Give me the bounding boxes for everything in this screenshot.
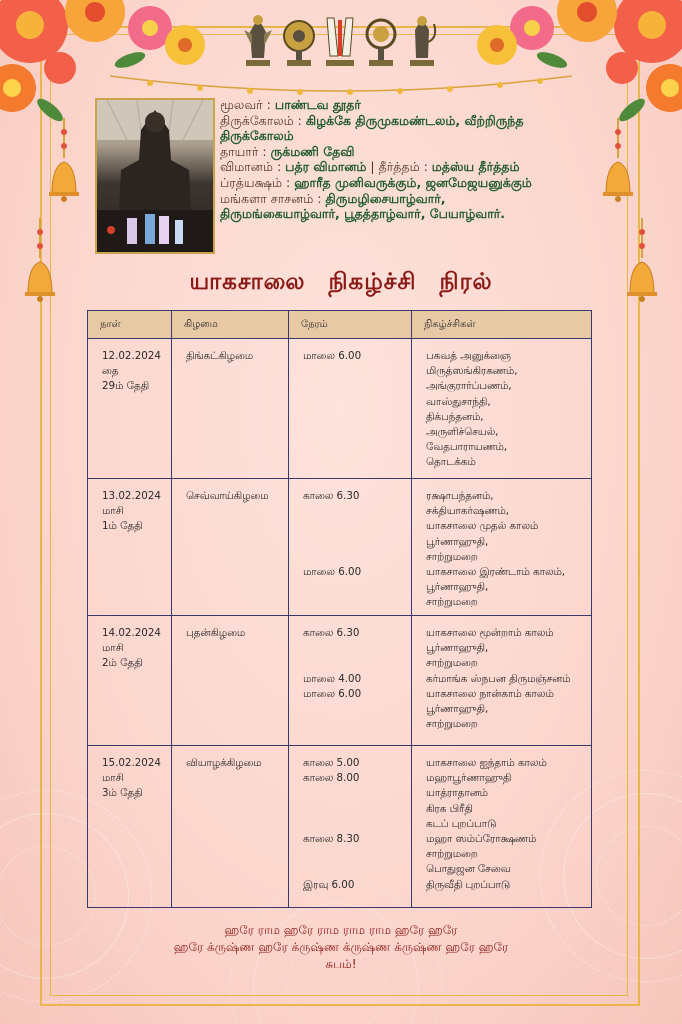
prathyaksham-value: ஹாரீத முனிவருக்கும், ஜனமேஜயனுக்கும் bbox=[294, 174, 532, 190]
day-cell-line: புதன்கிழமை bbox=[186, 627, 246, 639]
events-cell bbox=[412, 616, 592, 746]
date-cell bbox=[88, 746, 172, 908]
time-cell bbox=[289, 616, 412, 746]
moolavar-label: மூலவர் : bbox=[220, 97, 271, 112]
discus-icon bbox=[363, 12, 399, 68]
table-row bbox=[88, 479, 592, 616]
table-header-row bbox=[88, 311, 592, 339]
header-day: கிழமை bbox=[172, 311, 289, 339]
events-cell-line: பூர்ணாஹுதி, bbox=[426, 581, 489, 594]
date-cell-line: தை bbox=[102, 365, 119, 378]
info-thirukolam-cont bbox=[220, 128, 640, 144]
time-cell-line bbox=[303, 656, 405, 671]
day-cell-line: வியாழக்கிழமை bbox=[186, 757, 262, 769]
events-cell-line: அங்குரார்ப்பணம், bbox=[426, 380, 512, 393]
time-cell-line: மாலை 6.00 bbox=[303, 565, 362, 578]
events-cell-line: யாத்ராதானம் bbox=[426, 787, 488, 800]
time-cell-line bbox=[303, 786, 405, 801]
info-prathyaksham bbox=[220, 175, 640, 191]
date-cell-line: 13.02.2024 bbox=[102, 490, 161, 502]
events-cell-line: பகவத் அனுக்ஞை bbox=[426, 350, 511, 362]
day-cell-line: திங்கட்கிழமை bbox=[186, 350, 253, 362]
time-cell-line: மாலை 4.00 bbox=[303, 672, 362, 685]
events-cell-line: வாஸ்துசாந்தி, bbox=[426, 395, 491, 408]
events-cell-line: பூர்ணாஹுதி, bbox=[426, 703, 489, 716]
events-cell-line: திருவீதி புறப்பாடு bbox=[426, 878, 511, 891]
time-cell bbox=[289, 746, 412, 908]
table-body bbox=[88, 339, 592, 908]
date-cell-line: 29ம் தேதி bbox=[102, 380, 150, 393]
events-cell-line: யாகசாலை ஐந்தாம் காலம் bbox=[426, 757, 547, 769]
info-moolavar bbox=[220, 97, 640, 113]
events-cell-line: சாற்றுமறை bbox=[426, 657, 478, 670]
footer-closing: சுபம்! bbox=[325, 957, 357, 971]
date-cell bbox=[88, 616, 172, 746]
theertham-value: மத்ஸ்ய தீர்த்தம் bbox=[431, 159, 520, 175]
time-cell-line: மாலை 6.00 bbox=[303, 687, 362, 700]
date-cell-line: 15.02.2024 bbox=[102, 757, 161, 769]
header-time: நேரம் bbox=[289, 311, 412, 339]
thirukolam-value: கிழக்கே திருமுகமண்டலம், வீற்றிருந்த bbox=[305, 112, 524, 128]
vimanam-label: விமானம் : bbox=[220, 159, 282, 175]
bell-icon bbox=[46, 118, 82, 202]
events-cell-line: சக்தியாகர்ஷணம், bbox=[426, 505, 510, 518]
time-cell-line bbox=[303, 802, 405, 817]
time-cell-line: இரவு 6.00 bbox=[303, 878, 355, 891]
info-thirukolam bbox=[220, 113, 640, 129]
date-cell-line: 14.02.2024 bbox=[102, 627, 161, 639]
conch-icon bbox=[281, 12, 317, 68]
events-cell-line: தொடக்கம் bbox=[426, 456, 476, 469]
events-cell bbox=[412, 746, 592, 908]
prathyaksham-label: ப்ரத்யக்ஷம் : bbox=[220, 174, 291, 190]
info-vimanam bbox=[220, 159, 640, 175]
mangalasasanam-label: மங்களா சாசனம் : bbox=[220, 190, 322, 206]
footer-mantra-line-1: ஹரே ராம ஹரே ராம ராம ராம ஹரே ஹரே bbox=[224, 923, 458, 937]
mangalasasanam-value: திருமழிசையாழ்வார், bbox=[325, 190, 446, 206]
events-cell-line: ரக்ஷாபந்தனம், bbox=[426, 490, 494, 502]
time-cell-line: காலை 6.30 bbox=[303, 490, 360, 502]
header-events: நிகழ்ச்சிகள் bbox=[412, 311, 592, 339]
events-cell-line: யாகசாலை நான்காம் காலம் bbox=[426, 687, 554, 700]
time-cell-line: காலை 5.00 bbox=[303, 757, 360, 769]
vimanam-value: பத்ர விமானம் bbox=[285, 159, 367, 175]
day-cell bbox=[172, 479, 289, 616]
time-cell-line bbox=[303, 641, 405, 656]
garuda-icon bbox=[240, 12, 276, 68]
table-row bbox=[88, 616, 592, 746]
events-cell-line: அருளிச்செயல், bbox=[426, 426, 499, 439]
footer-mantra-line-2: ஹரே க்ருஷ்ண ஹரே க்ருஷ்ண க்ருஷ்ண க்ருஷ்ண ஹரே ஹரே bbox=[173, 940, 509, 954]
time-cell-line: மாலை 6.00 bbox=[303, 350, 362, 362]
footer bbox=[0, 922, 682, 973]
theertham-label: தீர்த்தம் : bbox=[378, 159, 428, 175]
date-cell-line: 2ம் தேதி bbox=[102, 657, 143, 670]
events-cell-line: யாகசாலை முதல் காலம் bbox=[426, 520, 539, 533]
day-cell bbox=[172, 746, 289, 908]
events-cell-line: பூர்ணாஹுதி, bbox=[426, 535, 489, 548]
events-cell-line: மஹாபூர்ணாஹுதி bbox=[426, 772, 512, 785]
namam-icon bbox=[322, 12, 358, 68]
events-cell-line: பொதுஜன சேவை bbox=[426, 863, 511, 876]
header-date: நாள் bbox=[88, 311, 172, 339]
schedule-heading: யாகசாலை நிகழ்ச்சி நிரல் bbox=[189, 268, 493, 295]
day-cell bbox=[172, 339, 289, 479]
date-cell-line: மாசி bbox=[102, 505, 124, 518]
time-cell-line bbox=[303, 817, 405, 832]
events-cell-line: சாற்றுமறை bbox=[426, 848, 478, 861]
info-separator: | bbox=[370, 159, 375, 175]
date-cell bbox=[88, 479, 172, 616]
info-mangalasasanam-cont bbox=[220, 206, 640, 222]
date-cell bbox=[88, 339, 172, 479]
events-cell-line: மிருத்ஸங்கிரகணம், bbox=[426, 365, 518, 378]
thirukolam-value-cont: திருக்கோலம் bbox=[220, 128, 294, 144]
events-cell-line: திக்பந்தனம், bbox=[426, 410, 484, 423]
date-cell-line: 3ம் தேதி bbox=[102, 787, 143, 800]
events-cell-line: கடப் புறப்பாடு bbox=[426, 817, 497, 830]
thayar-value: ருக்மணி தேவி bbox=[270, 143, 355, 159]
events-cell-line: கர்மாங்க ஸ்நபன திருமஞ்சனம் bbox=[426, 672, 571, 685]
table-row bbox=[88, 746, 592, 908]
day-cell bbox=[172, 616, 289, 746]
time-cell-line: காலை 8.30 bbox=[303, 832, 360, 845]
events-cell-line: சாற்றுமறை bbox=[426, 596, 478, 609]
hanuman-icon bbox=[404, 12, 440, 68]
thirukolam-label: திருக்கோலம் : bbox=[220, 112, 302, 128]
time-cell-line bbox=[303, 862, 405, 877]
time-cell-line bbox=[303, 550, 405, 565]
date-cell-line: மாசி bbox=[102, 772, 124, 785]
time-cell-line bbox=[303, 535, 405, 550]
time-cell bbox=[289, 479, 412, 616]
events-cell-line: வேதபாராயணம், bbox=[426, 441, 508, 454]
time-cell-line bbox=[303, 504, 405, 519]
temple-info bbox=[220, 97, 640, 222]
events-cell-line: யாகசாலை மூன்றாம் காலம் bbox=[426, 627, 554, 639]
events-cell-line: யாகசாலை இரண்டாம் காலம், bbox=[426, 566, 566, 579]
time-cell-line: காலை 8.00 bbox=[303, 772, 360, 785]
thayar-label: தாயார் : bbox=[220, 143, 267, 159]
date-cell-line: 1ம் தேதி bbox=[102, 520, 143, 533]
mangalasasanam-value-cont: திருமங்கையாழ்வார், பூதத்தாழ்வார், பேயாழ்வார். bbox=[220, 206, 506, 222]
time-cell bbox=[289, 339, 412, 479]
day-cell-line: செவ்வாய்கிழமை bbox=[186, 490, 269, 502]
events-cell-line: மஹா ஸம்ப்ரோக்ஷணம் bbox=[426, 833, 537, 846]
deity-photo bbox=[95, 98, 215, 254]
time-cell-line: காலை 6.30 bbox=[303, 627, 360, 639]
time-cell-line bbox=[303, 519, 405, 534]
time-cell-line bbox=[303, 847, 405, 862]
moolavar-value: பாண்டவ தூதர் bbox=[274, 97, 361, 112]
info-thayar bbox=[220, 144, 640, 160]
events-cell bbox=[412, 339, 592, 479]
events-cell-line: சாற்றுமறை bbox=[426, 718, 478, 731]
schedule-table bbox=[87, 310, 592, 908]
sacred-symbols-row bbox=[240, 12, 440, 70]
events-cell-line: சாற்றுமறை bbox=[426, 550, 478, 563]
info-mangalasasanam bbox=[220, 191, 640, 207]
date-cell-line: 12.02.2024 bbox=[102, 350, 161, 362]
date-cell-line: மாசி bbox=[102, 642, 124, 655]
events-cell bbox=[412, 479, 592, 616]
events-cell-line: கிரக பிரீதி bbox=[426, 802, 473, 815]
events-cell-line: பூர்ணாஹுதி, bbox=[426, 642, 489, 655]
table-row bbox=[88, 339, 592, 479]
